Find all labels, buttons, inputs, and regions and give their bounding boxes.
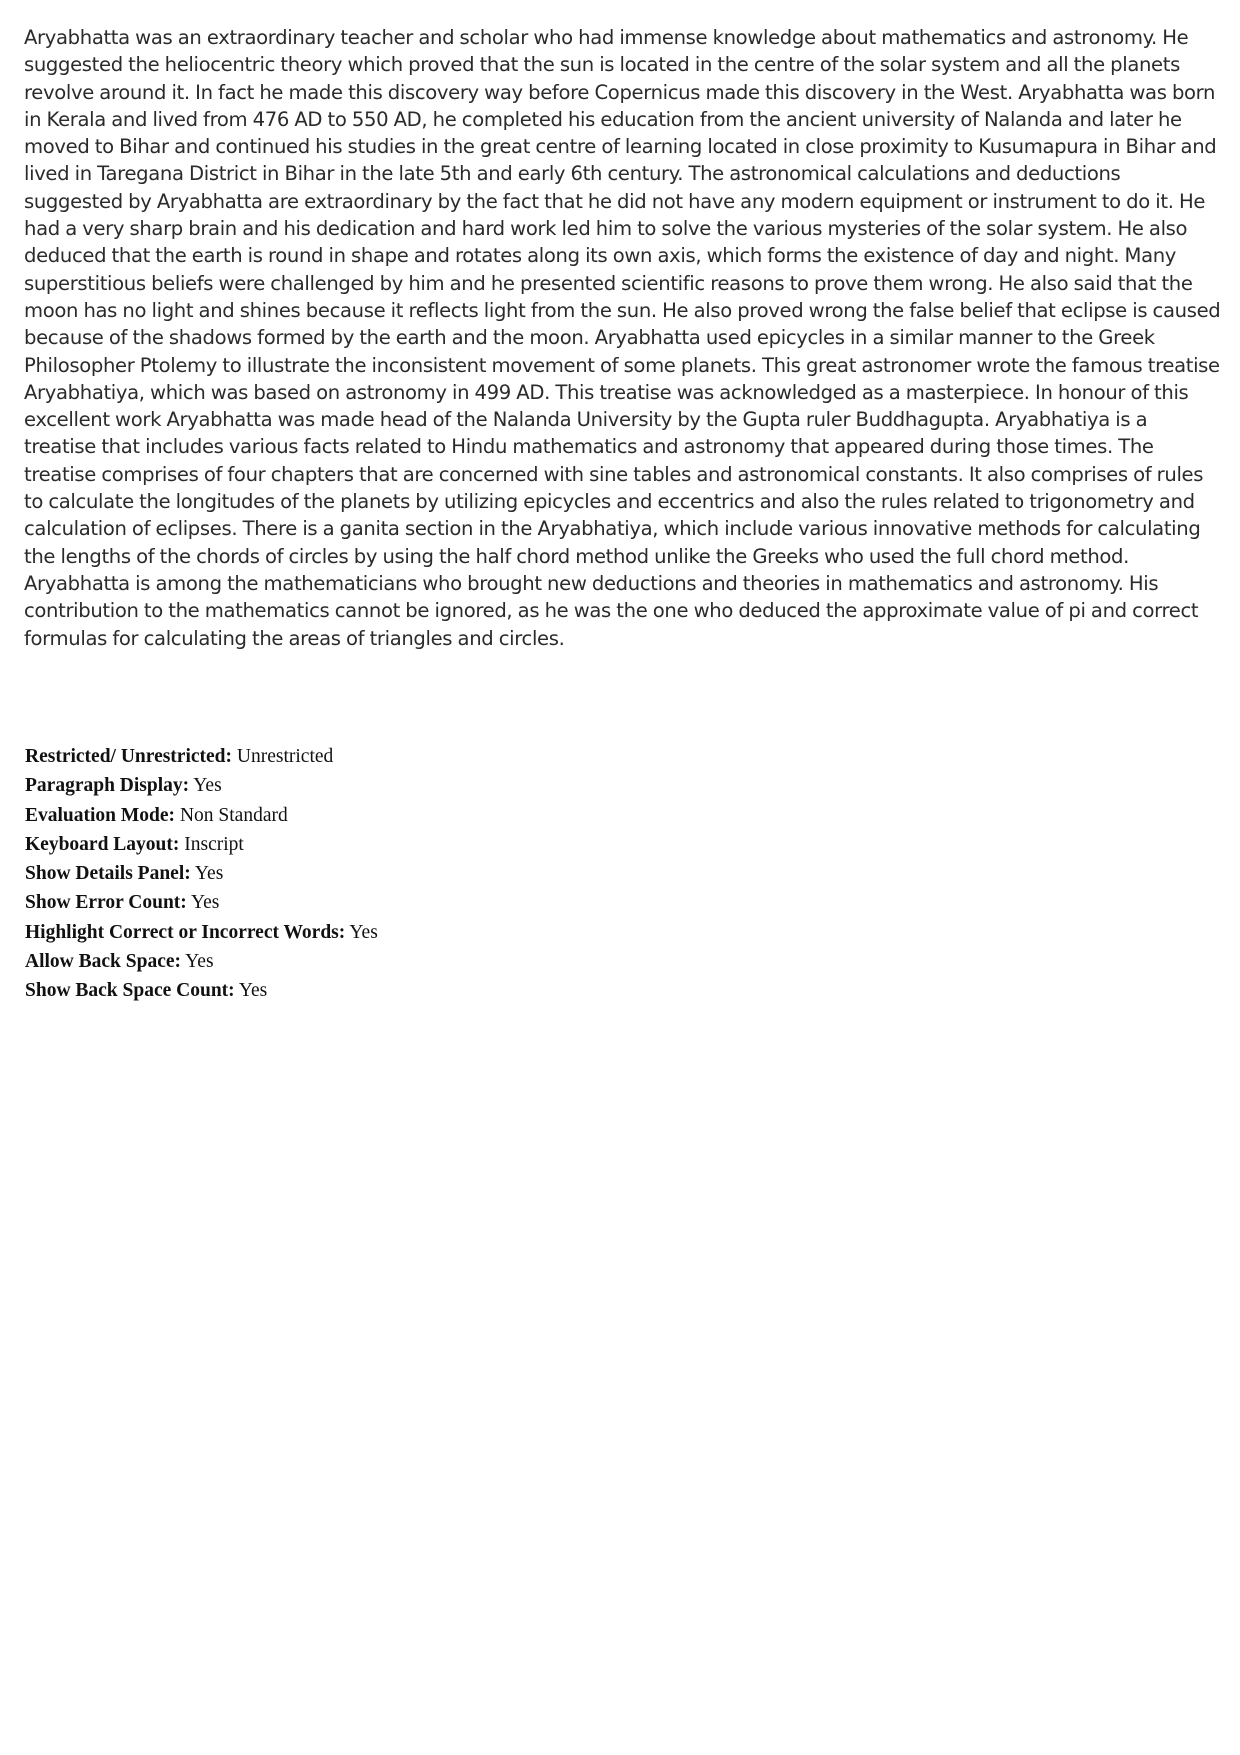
setting-label: Restricted/ Unrestricted: <box>25 746 233 767</box>
setting-label: Keyboard Layout: <box>25 833 180 855</box>
setting-allow-back-space <box>25 947 378 976</box>
setting-evaluation-mode <box>25 801 378 830</box>
setting-keyboard-layout <box>25 830 378 859</box>
test-settings-list <box>25 742 378 1006</box>
setting-label: Show Error Count: <box>25 892 187 914</box>
setting-show-details-panel <box>25 859 378 888</box>
setting-paragraph-display <box>25 771 378 800</box>
setting-restricted <box>25 742 378 771</box>
setting-value: Yes <box>190 892 220 914</box>
setting-label: Evaluation Mode: <box>25 804 176 826</box>
setting-label: Show Back Space Count: <box>25 980 235 1002</box>
setting-label: Allow Back Space: <box>25 951 181 973</box>
setting-show-back-space-count <box>25 976 378 1005</box>
setting-value: Yes <box>193 775 222 797</box>
setting-value: Inscript <box>184 833 244 855</box>
setting-highlight-words <box>25 918 378 947</box>
setting-label: Paragraph Display: <box>25 775 190 797</box>
setting-value: Unrestricted <box>236 746 334 767</box>
setting-label: Show Details Panel: <box>25 863 191 885</box>
setting-value: Yes <box>238 980 268 1002</box>
typing-passage: Aryabhatta was an extraordinary teacher and scholar who had immense knowledge about mathematics and astronomy. He suggested the heliocentric theory which proved that the sun is located in the centre of the solar system and all the planets revolve around it. In fact he made this discovery way before Copernicus made this discovery in the West. Aryabhatta was born in Kerala and lived from 476 AD to 550 AD, he completed his education from the ancient university of Nalanda and later he moved to Bihar and continued his studies in the great centre of learning located in close proximity to Kusumapura in Bihar and lived in Taregana District in Bihar in the late 5th and early 6th century. The astronomical calculations and deductions suggested by Aryabhatta are extraordinary by the fact that he did not have any modern equipment or instrument to do it. He had a very sharp brain and his dedication and hard work led him to solve the various mysteries of the solar system. He also deduced that the earth is round in shape and rotates along its own axis, which forms the existence of day and night. Many superstitious beliefs were challenged by him and he presented scientific reasons to prove them wrong. He also said that the moon has no light and shines because it reflects light from the sun. He also proved wrong the false belief that eclipse is caused because of the shadows formed by the earth and the moon. Aryabhatta used epicycles in a similar manner to the Greek Philosopher Ptolemy to illustrate the inconsistent movement of some planets. This great astronomer wrote the famous treatise Aryabhatiya, which was based on astronomy in 499 AD. This treatise was acknowledged as a masterpiece. In honour of this excellent work Aryabhatta was made head of the Nalanda University by the Gupta ruler Buddhagupta. Aryabhatiya is a treatise that includes various facts related to Hindu mathematics and astronomy that appeared during those times. The treatise comprises of four chapters that are concerned with sine tables and astronomical constants. It also comprises of rules to calculate the longitudes of the planets by utilizing epicycles and eccentrics and also the rules related to trigonometry and calculation of eclipses. There is a ganita section in the Aryabhatiya, which include various innovative methods for calculating the lengths of the chords of circles by using the half chord method unlike the Greeks who used the full chord method. Aryabhatta is among the mathematicians who brought new deductions and theories in mathematics and astronomy. His contribution to the mathematics cannot be ignored, as he was the one who deduced the approximate value of pi and correct formulas for calculating the areas of triangles and circles. <box>24 26 1221 650</box>
setting-value: Yes <box>185 951 214 973</box>
setting-value: Non Standard <box>179 804 288 826</box>
setting-value: Yes <box>194 863 224 885</box>
setting-value: Yes <box>349 921 378 943</box>
setting-label: Highlight Correct or Incorrect Words: <box>25 921 346 943</box>
setting-show-error-count <box>25 888 378 917</box>
